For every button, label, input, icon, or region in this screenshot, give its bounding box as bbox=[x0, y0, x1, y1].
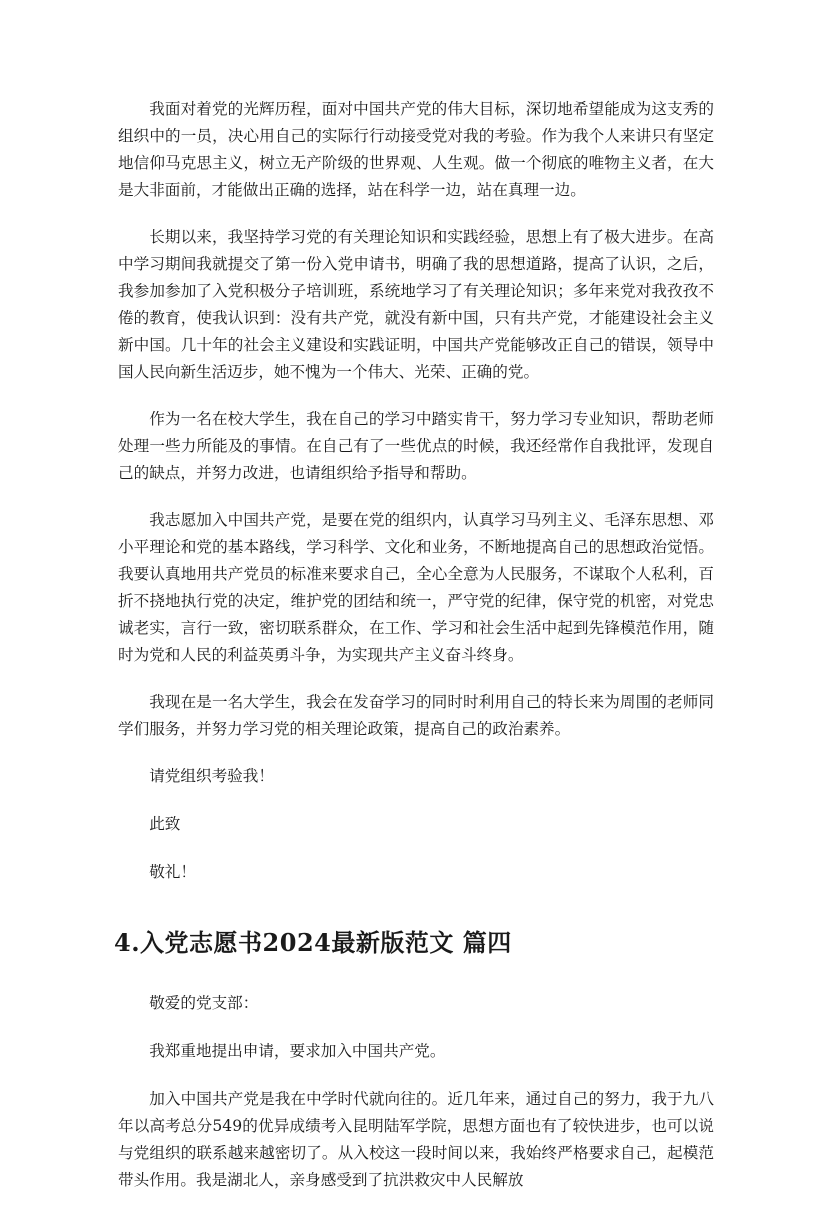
closing-regards: 敬礼！ bbox=[149, 863, 196, 881]
closing-salutation: 此致 bbox=[149, 815, 181, 833]
letter-statement: 我郑重地提出申请，要求加入中国共产党。 bbox=[149, 1042, 446, 1060]
body-paragraph: 我面对着党的光辉历程，面对中国共产党的伟大目标，深切地希望能成为这支秀的组织中的一员，决心用自己的实际行行动接受党对我的考验。作为我个人来讲只有坚定地信仰马克思主义，树立无产阶级的世界观、人生观。做一个彻底的唯物主义者，在大是大非面前，才能做出正确的选择，站在科学一边，站在真理一边。 bbox=[118, 100, 714, 199]
closing-line: 请党组织考验我！ bbox=[149, 767, 274, 785]
document-page bbox=[114, 96, 714, 1214]
body-paragraph: 我现在是一名大学生，我会在发奋学习的同时时利用自己的特长来为周围的老师同学们服务，并努力学习党的相关理论政策，提高自己的政治素养。 bbox=[118, 693, 714, 738]
letter-greeting: 敬爱的党支部： bbox=[149, 994, 259, 1012]
body-paragraph: 作为一名在校大学生，我在自己的学习中踏实肯干，努力学习专业知识，帮助老师处理一些力所能及的事情。在自己有了一些优点的时候，我还经常作自我批评，发现自己的缺点，并努力改进，也请组织给予指导和帮助。 bbox=[118, 410, 714, 482]
body-paragraph: 我志愿加入中国共产党，是要在党的组织内，认真学习马列主义、毛泽东思想、邓小平理论和党的基本路线，学习科学、文化和业务，不断地提高自己的思想政治觉悟。我要认真地用共产党员的标准来要求自己，全心全意为人民服务，不谋取个人私利，百折不挠地执行党的决定，维护党的团结和统一，严守党的纪律，保守党的机密，对党忠诚老实，言行一致，密切联系群众，在工作、学习和社会生活中起到先锋模范作用，随时为党和人民的利益英勇斗争，为实现共产主义奋斗终身。 bbox=[118, 511, 714, 664]
body-paragraph: 加入中国共产党是我在中学时代就向往的。近几年来，通过自己的努力，我于九八年以高考总分549的优异成绩考入昆明陆军学院，思想方面也有了较快进步，也可以说与党组织的联系越来越密切了。从入校这一段时间以来，我始终严格要求自己，起模范带头作用。我是湖北人，亲身感受到了抗洪救灾中人民解放 bbox=[118, 1090, 714, 1189]
section-heading: 4.入党志愿书2024最新版范文 篇四 bbox=[114, 928, 512, 957]
body-paragraph: 长期以来，我坚持学习党的有关理论知识和实践经验，思想上有了极大进步。在高中学习期间我就提交了第一份入党申请书，明确了我的思想道路，提高了认识，之后，我参加参加了入党积极分子培训班，系统地学习了有关理论知识；多年来党对我孜孜不倦的教育，使我认识到：没有共产党，就没有新中国，只有共产党，才能建设社会主义新中国。几十年的社会主义建设和实践证明，中国共产党能够改正自己的错误，领导中国人民向新生活迈步，她不愧为一个伟大、光荣、正确的党。 bbox=[118, 228, 714, 381]
